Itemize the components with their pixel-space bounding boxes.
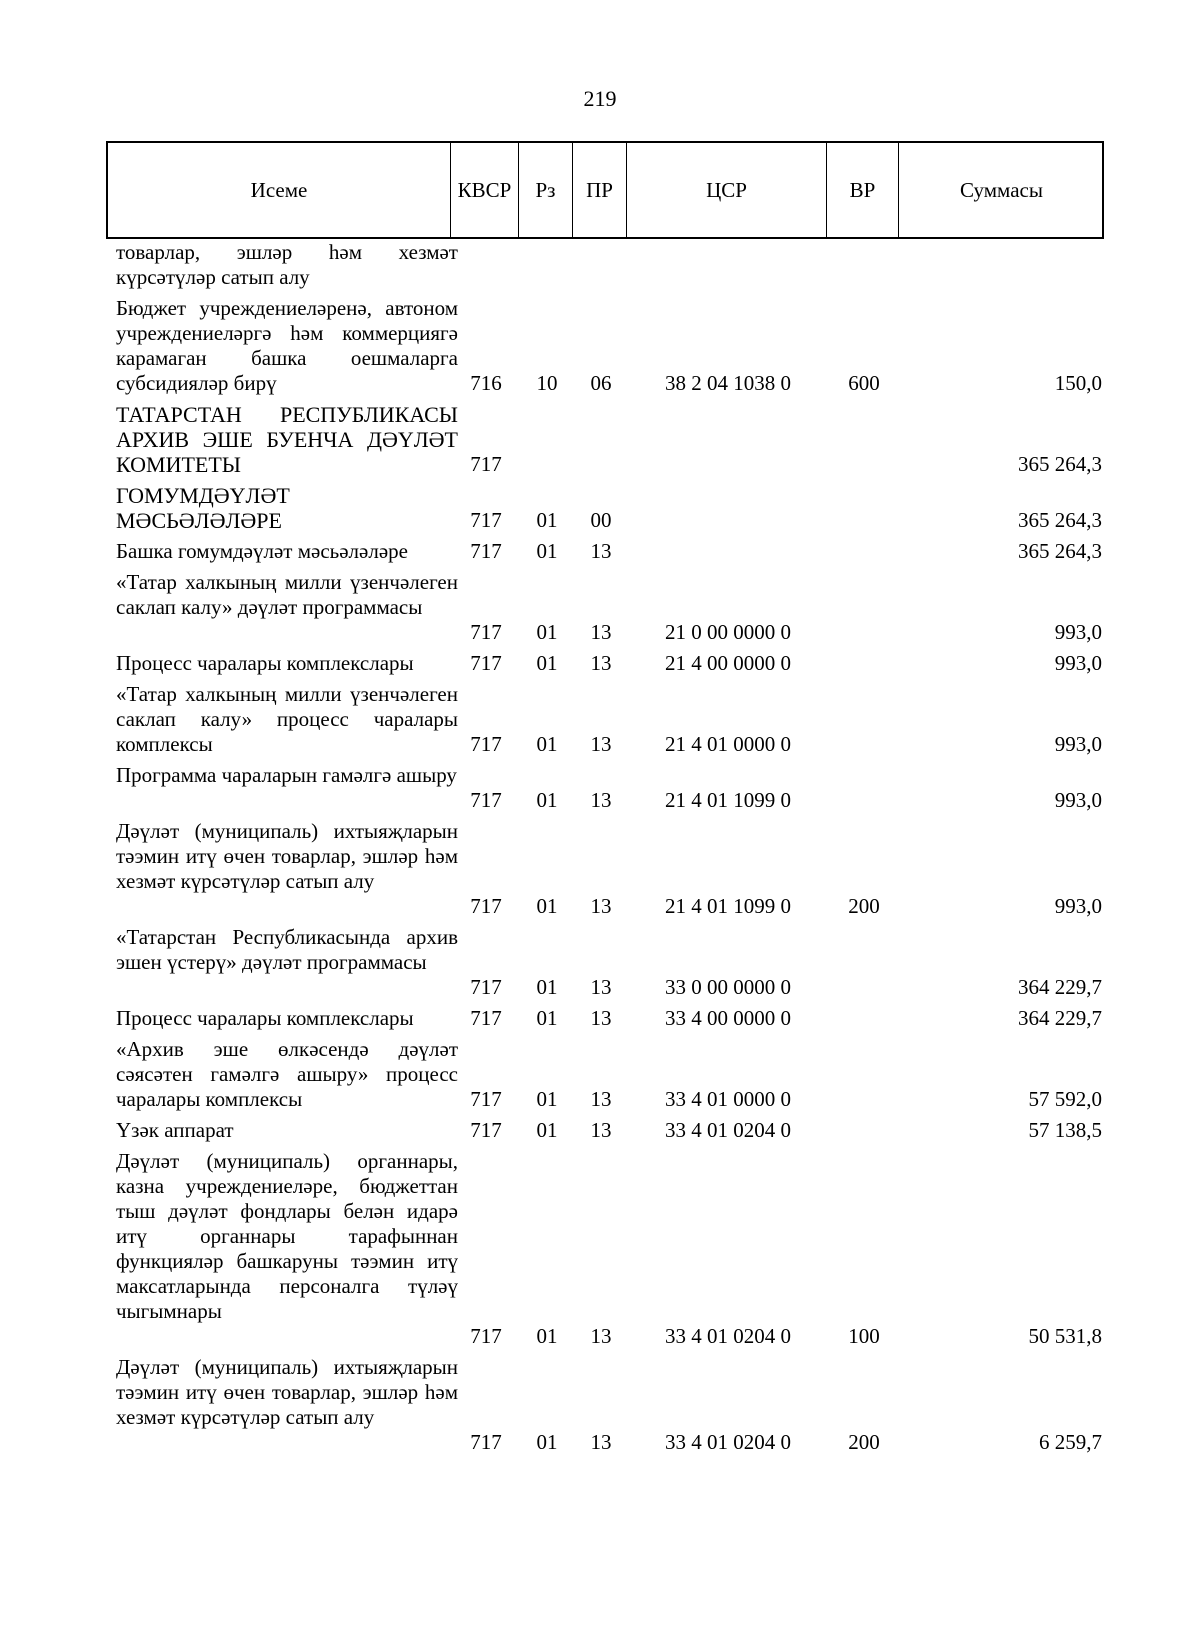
row-csr: 21 4 00 0000 0 bbox=[665, 651, 791, 675]
header-name: Исеме bbox=[250, 177, 308, 202]
table-row bbox=[106, 925, 1104, 1000]
table-row bbox=[106, 402, 1104, 477]
page-number: 219 bbox=[583, 86, 617, 111]
row-rz: 01 bbox=[536, 1118, 558, 1142]
row-kvsr: 717 bbox=[470, 788, 502, 812]
table-row bbox=[106, 1006, 1104, 1031]
row-kvsr: 717 bbox=[470, 651, 502, 675]
row-sum: 50 531,8 bbox=[1028, 1324, 1102, 1348]
row-csr: 38 2 04 1038 0 bbox=[665, 371, 791, 395]
row-csr: 21 4 01 1099 0 bbox=[665, 788, 791, 812]
row-name: Дәүләт (муниципаль) органнары, казна учреждениеләре, бюджеттан тыш дәүләт фондлары белән идарә итү органнары тарафыннан функцияләр башкаруны тәэмин итү максатларында персоналга түләү чыгымнары bbox=[116, 1149, 458, 1323]
row-name: Процесс чаралары комплекслары bbox=[116, 651, 414, 675]
row-vr: 200 bbox=[848, 894, 880, 918]
row-sum: 365 264,3 bbox=[1018, 452, 1102, 476]
row-sum: 364 229,7 bbox=[1018, 1006, 1102, 1030]
table-row bbox=[106, 819, 1104, 919]
table-row bbox=[106, 651, 1104, 676]
row-kvsr: 717 bbox=[470, 1006, 502, 1030]
row-name: «Татар халкының милли үзенчәлеген саклап калу» процесс чаралары комплексы bbox=[116, 682, 458, 756]
row-rz: 01 bbox=[536, 1006, 558, 1030]
row-rz: 10 bbox=[536, 371, 558, 395]
row-kvsr: 716 bbox=[470, 371, 502, 395]
row-rz: 01 bbox=[536, 651, 558, 675]
row-name: товарлар, эшләр һәм хезмәт күрсәтүләр сатып алу bbox=[116, 240, 458, 289]
table-row bbox=[106, 1149, 1104, 1349]
row-name: Башка гомумдәүләт мәсьәләләре bbox=[116, 539, 408, 563]
header-vr: ВР bbox=[826, 143, 898, 237]
table-row bbox=[106, 539, 1104, 564]
row-kvsr: 717 bbox=[470, 539, 502, 563]
row-kvsr: 717 bbox=[470, 1087, 502, 1111]
row-pr: 13 bbox=[590, 1324, 612, 1348]
row-sum: 993,0 bbox=[1054, 732, 1102, 756]
row-name: Дәүләт (муниципаль) ихтыяҗларын тәэмин итү өчен товарлар, эшләр һәм хезмәт күрсәтүләр сатып алу bbox=[116, 819, 458, 893]
row-sum: 150,0 bbox=[1054, 371, 1102, 395]
table-row bbox=[106, 483, 1104, 533]
row-kvsr: 717 bbox=[470, 452, 502, 476]
row-pr: 13 bbox=[590, 651, 612, 675]
table-row bbox=[106, 1355, 1104, 1455]
row-name: Программа чараларын гамәлгә ашыру bbox=[116, 763, 457, 787]
header-pr: ПР bbox=[572, 143, 626, 237]
row-name: ГОМУМДӘҮЛӘТ МӘСЬӘЛӘЛӘРЕ bbox=[116, 483, 290, 533]
row-pr: 13 bbox=[590, 975, 612, 999]
row-pr: 13 bbox=[590, 788, 612, 812]
row-csr: 33 4 01 0204 0 bbox=[665, 1118, 791, 1142]
row-pr: 06 bbox=[590, 371, 612, 395]
header-kvsr: КВСР bbox=[450, 143, 518, 237]
row-sum: 365 264,3 bbox=[1018, 539, 1102, 563]
row-kvsr: 717 bbox=[470, 508, 502, 532]
row-vr: 100 bbox=[848, 1324, 880, 1348]
row-csr: 21 4 01 1099 0 bbox=[665, 894, 791, 918]
row-rz: 01 bbox=[536, 508, 558, 532]
row-kvsr: 717 bbox=[470, 894, 502, 918]
row-name: Бюджет учреждениеләренә, автоном учреждениеләргә һәм коммерциягә карамаган башка оешмаларга субсидияләр бирү bbox=[116, 296, 458, 395]
row-pr: 13 bbox=[590, 732, 612, 756]
table-row bbox=[106, 763, 1104, 813]
row-vr: 200 bbox=[848, 1430, 880, 1454]
row-name: Үзәк аппарат bbox=[116, 1118, 234, 1142]
row-pr: 13 bbox=[590, 539, 612, 563]
table-row bbox=[106, 570, 1104, 645]
row-sum: 6 259,7 bbox=[1039, 1430, 1102, 1454]
row-pr: 13 bbox=[590, 1118, 612, 1142]
row-rz: 01 bbox=[536, 539, 558, 563]
table-header bbox=[106, 141, 1104, 239]
header-csr: ЦСР bbox=[626, 143, 826, 237]
row-kvsr: 717 bbox=[470, 975, 502, 999]
row-kvsr: 717 bbox=[470, 732, 502, 756]
row-vr: 600 bbox=[848, 371, 880, 395]
row-csr: 21 4 01 0000 0 bbox=[665, 732, 791, 756]
header-rz: Рз bbox=[518, 143, 572, 237]
header-sum: Суммасы bbox=[898, 143, 1104, 237]
table-row bbox=[106, 682, 1104, 757]
row-kvsr: 717 bbox=[470, 1118, 502, 1142]
row-pr: 13 bbox=[590, 1430, 612, 1454]
table-row bbox=[106, 1118, 1104, 1143]
row-pr: 13 bbox=[590, 1087, 612, 1111]
row-kvsr: 717 bbox=[470, 1324, 502, 1348]
row-kvsr: 717 bbox=[470, 1430, 502, 1454]
row-rz: 01 bbox=[536, 732, 558, 756]
table-row bbox=[106, 240, 1104, 290]
row-kvsr: 717 bbox=[470, 620, 502, 644]
row-sum: 57 592,0 bbox=[1028, 1087, 1102, 1111]
row-name: Процесс чаралары комплекслары bbox=[116, 1006, 414, 1030]
row-sum: 57 138,5 bbox=[1028, 1118, 1102, 1142]
row-rz: 01 bbox=[536, 1324, 558, 1348]
row-name: «Архив эше өлкәсендә дәүләт сәясәтен гамәлгә ашыру» процесс чаралары комплексы bbox=[116, 1037, 458, 1111]
row-rz: 01 bbox=[536, 894, 558, 918]
row-rz: 01 bbox=[536, 788, 558, 812]
row-sum: 993,0 bbox=[1054, 651, 1102, 675]
table-row bbox=[106, 1037, 1104, 1112]
row-rz: 01 bbox=[536, 1087, 558, 1111]
row-sum: 993,0 bbox=[1054, 788, 1102, 812]
row-rz: 01 bbox=[536, 620, 558, 644]
row-pr: 13 bbox=[590, 1006, 612, 1030]
row-pr: 00 bbox=[590, 508, 612, 532]
row-csr: 33 4 01 0204 0 bbox=[665, 1430, 791, 1454]
row-name: «Татар халкының милли үзенчәлеген саклап калу» дәүләт программасы bbox=[116, 570, 458, 619]
row-sum: 364 229,7 bbox=[1018, 975, 1102, 999]
row-rz: 01 bbox=[536, 1430, 558, 1454]
row-csr: 33 4 01 0000 0 bbox=[665, 1087, 791, 1111]
row-csr: 33 0 00 0000 0 bbox=[665, 975, 791, 999]
row-name: «Татарстан Республикасында архив эшен үстерү» дәүләт программасы bbox=[116, 925, 458, 974]
table-row bbox=[106, 296, 1104, 396]
row-csr: 21 0 00 0000 0 bbox=[665, 620, 791, 644]
row-sum: 993,0 bbox=[1054, 620, 1102, 644]
row-csr: 33 4 01 0204 0 bbox=[665, 1324, 791, 1348]
row-sum: 365 264,3 bbox=[1018, 508, 1102, 532]
row-rz: 01 bbox=[536, 975, 558, 999]
row-sum: 993,0 bbox=[1054, 894, 1102, 918]
row-pr: 13 bbox=[590, 894, 612, 918]
row-name: ТАТАРСТАН РЕСПУБЛИКАСЫ АРХИВ ЭШЕ БУЕНЧА ДӘҮЛӘТ КОМИТЕТЫ bbox=[116, 402, 458, 477]
row-pr: 13 bbox=[590, 620, 612, 644]
row-csr: 33 4 00 0000 0 bbox=[665, 1006, 791, 1030]
row-name: Дәүләт (муниципаль) ихтыяҗларын тәэмин итү өчен товарлар, эшләр һәм хезмәт күрсәтүләр сатып алу bbox=[116, 1355, 458, 1429]
